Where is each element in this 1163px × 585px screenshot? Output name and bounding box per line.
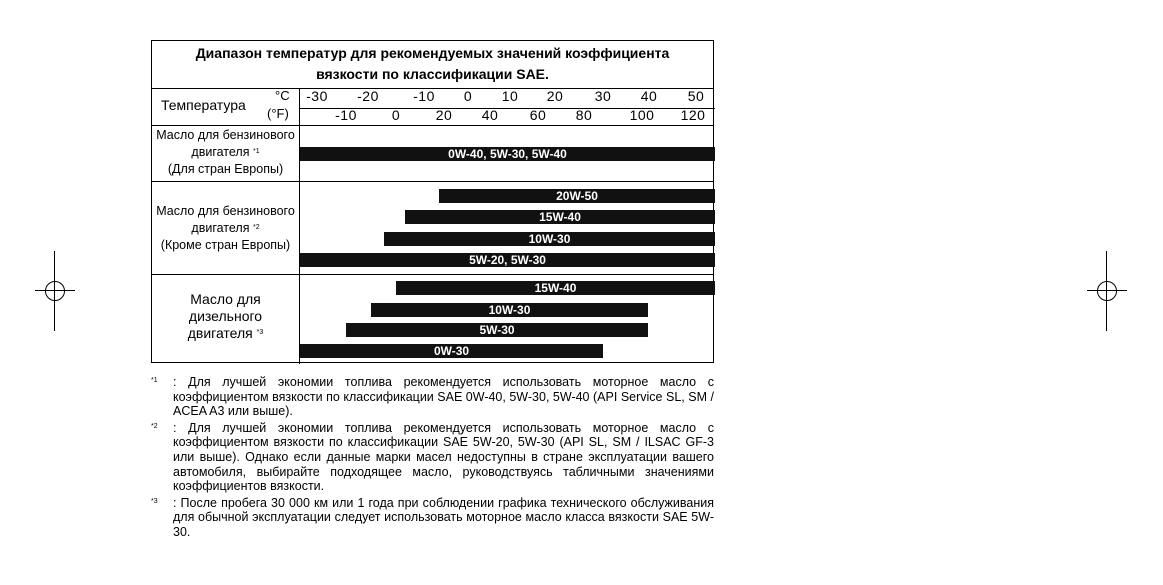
footnotes — [151, 375, 714, 542]
registration-mark-left — [35, 251, 75, 331]
bar-15w40-diesel: 15W-40 — [396, 281, 715, 295]
group-label-petrol-europe: Масло для бензинового двигателя $^{*1}$ (Для стран Европы) — [156, 128, 295, 176]
tick-f: 100 — [629, 107, 655, 123]
unit-fahrenheit: (°F) — [267, 106, 289, 121]
tick-f: -10 — [335, 107, 357, 123]
unit-celsius: °C — [275, 88, 290, 103]
bar-5w30-diesel: 5W-30 — [346, 323, 648, 337]
group-label-diesel: Масло для дизельного двигателя $^{*3}$ — [187, 291, 264, 341]
tick-f: 80 — [575, 107, 593, 123]
table-title-line-1: Диапазон температур для рекомендуемых значений коэффициента — [195, 45, 670, 61]
temperature-label: Температура — [161, 97, 246, 113]
tick-f: 0 — [391, 107, 401, 123]
bar-15w40-petrol: 15W-40 — [405, 210, 715, 224]
footnote-1: $^{*1}$ : Для лучшей экономии топлива рекомендуется использовать моторное масло с коэффициентом вязкости по классификации SAE 0W-40, 5W-30, 5W-40 (API Service SL, SM / ACEA A3 или выше). — [151, 375, 714, 419]
bar-20w50: 20W-50 — [439, 189, 715, 203]
bar-0w40-5w30-5w40: 0W-40, 5W-30, 5W-40 — [300, 147, 715, 161]
bar-5w20-5w30: 5W-20, 5W-30 — [300, 253, 715, 267]
tick-c: -30 — [306, 88, 328, 104]
header-divider — [152, 125, 713, 126]
group-divider-2 — [152, 274, 713, 275]
tick-c: 0 — [463, 88, 473, 104]
bar-10w30-diesel: 10W-30 — [371, 303, 648, 317]
label-column-divider — [299, 89, 300, 364]
viscosity-table — [151, 40, 714, 363]
footnote-3: $^{*3}$ : После пробега 30 000 км или 1 года при соблюдении графика технического обслуживания для обычной эксплуатации следует использовать моторное масло класса вязкости SAE 5W-30. — [151, 495, 714, 539]
tick-c: -20 — [357, 88, 379, 104]
tick-c: -10 — [413, 88, 435, 104]
tick-f: 60 — [529, 107, 547, 123]
table-title — [152, 41, 713, 89]
tick-c: 50 — [687, 88, 705, 104]
tick-f: 20 — [435, 107, 453, 123]
tick-f: 40 — [481, 107, 499, 123]
footnote-2: $^{*2}$ : Для лучшей экономии топлива рекомендуется использовать моторное масло с коэффициентом вязкости по классификации SAE 5W-20, 5W-30 (API SL, SM / ILSAC GF-3 или выше). Однако если данные марки масел недоступны в стране эксплуатации вашего автомобиля, выбирайте подходящее масло, руководствуясь табличными значениями коэффициентов вязкости. — [151, 420, 714, 494]
group-label-petrol-non-europe: Масло для бензинового двигателя $^{*2}$ (Кроме стран Европы) — [156, 204, 295, 252]
tick-c: 20 — [546, 88, 564, 104]
registration-mark-right — [1087, 251, 1127, 331]
tick-c: 30 — [594, 88, 612, 104]
tick-c: 40 — [640, 88, 658, 104]
group-divider-1 — [152, 181, 713, 182]
bar-10w30-petrol: 10W-30 — [384, 232, 715, 246]
table-title-line-2: вязкости по классификации SAE. — [316, 66, 549, 82]
tick-c: 10 — [501, 88, 519, 104]
bar-0w30-diesel: 0W-30 — [300, 344, 603, 358]
tick-f: 120 — [680, 107, 706, 123]
